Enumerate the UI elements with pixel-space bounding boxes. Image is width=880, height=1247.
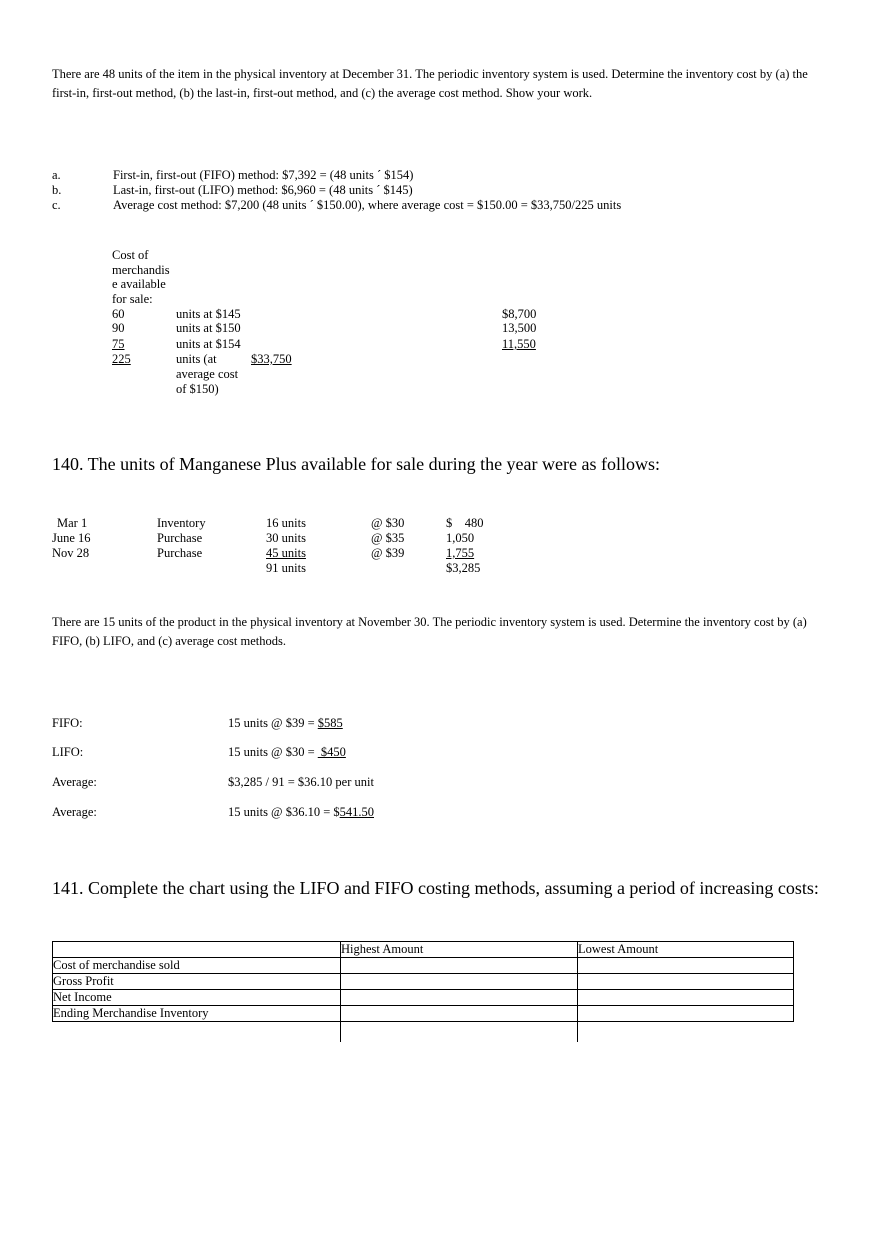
highest-amount-cell[interactable]: [341, 990, 578, 1006]
q140-type: Purchase: [157, 531, 203, 545]
q140-type: Inventory: [157, 516, 206, 530]
cost-row-units: 60: [112, 307, 125, 321]
cost-label-line: Cost of: [112, 248, 149, 262]
q140-total-units: 91 units: [266, 561, 306, 575]
lowest-amount-cell[interactable]: [578, 1006, 794, 1022]
row-label: Net Income: [53, 990, 341, 1006]
table-tail-row: [53, 1022, 794, 1043]
table-header-cell: [53, 942, 341, 958]
row-label: Ending Merchandise Inventory: [53, 1006, 341, 1022]
q140-answer-label: Average:: [52, 805, 97, 819]
q140-answer-label: LIFO:: [52, 745, 84, 759]
q140-price: @ $35: [371, 531, 405, 545]
answer-letter: c.: [52, 198, 61, 212]
cost-row-desc: units at $154: [176, 337, 241, 351]
q140-heading: 140. The units of Manganese Plus available for sale during the year were as follows:: [52, 454, 661, 474]
answer-letter: b.: [52, 183, 62, 197]
tail-cell: [53, 1022, 341, 1043]
q140-units: 45 units: [266, 546, 306, 560]
answer-letter: a.: [52, 168, 61, 182]
cost-total-desc: average cost: [176, 367, 239, 381]
cost-label-line: for sale:: [112, 292, 153, 306]
q140-price: @ $30: [371, 516, 405, 530]
q140-answer-calc: [228, 775, 374, 790]
cost-row-desc: units at $150: [176, 321, 241, 335]
q140-date: June 16: [52, 531, 91, 545]
cost-total-desc: of $150): [176, 382, 219, 396]
calc-result: $585: [317, 716, 343, 730]
q140-total: $ 480: [446, 516, 484, 530]
q140-price: @ $39: [371, 546, 405, 560]
row-label: Gross Profit: [53, 974, 341, 990]
answer-text: First-in, first-out (FIFO) method: $7,392 = (48 units ´ $154): [113, 168, 414, 182]
q140-date: Mar 1: [57, 516, 88, 530]
row-label: Cost of merchandise sold: [53, 958, 341, 974]
q140-units: 16 units: [266, 516, 306, 530]
tail-cell: [341, 1022, 578, 1043]
lowest-amount-cell[interactable]: [578, 990, 794, 1006]
q140-total: 1,050: [446, 531, 475, 545]
cost-row-amount: 11,550: [502, 337, 536, 351]
table-row: [53, 958, 794, 974]
highest-amount-cell[interactable]: [341, 974, 578, 990]
q140-units: 30 units: [266, 531, 306, 545]
q140-answer-calc: [228, 716, 343, 731]
answer-text: Average cost method: $7,200 (48 units ´ $150.00), where average cost = $150.00 = $33,750/225 units: [113, 198, 622, 212]
highest-amount-cell[interactable]: [341, 958, 578, 974]
lowest-amount-cell[interactable]: [578, 958, 794, 974]
table-row: [53, 990, 794, 1006]
calc-text: 15 units @ $39 =: [228, 716, 318, 730]
cost-total-units: 225: [112, 352, 131, 366]
q140-answer-label: FIFO:: [52, 716, 83, 730]
intro-paragraph: There are 48 units of the item in the physical inventory at December 31. The periodic inventory system is used. Determine the inventory cost by (a) the first-in, first-out method, (b) the last-in, first-out method, and (c) the average cost method. Show your work.: [52, 67, 808, 100]
cost-total-amount: $33,750: [251, 352, 292, 366]
cost-total-desc: units (at: [176, 352, 217, 366]
q140-answer-label: Average:: [52, 775, 97, 789]
cost-row-amount: $8,700: [502, 307, 537, 321]
calc-text: 15 units @ $30 =: [228, 745, 318, 759]
cost-row-units: 90: [112, 321, 125, 335]
tail-cell: [578, 1022, 794, 1043]
calc-result: 541.50: [339, 805, 374, 819]
calc-result: $450: [317, 745, 346, 759]
calc-text: 15 units @ $36.10 = $: [228, 805, 340, 819]
cost-row-desc: units at $145: [176, 307, 241, 321]
cost-row-amount: 13,500: [502, 321, 537, 335]
highest-amount-cell[interactable]: [341, 1006, 578, 1022]
answer-text: Last-in, first-out (LIFO) method: $6,960 = (48 units ´ $145): [113, 183, 413, 197]
q141-chart-table: [52, 941, 794, 1042]
cost-label-line: merchandis: [112, 263, 170, 277]
q140-answer-calc: [228, 805, 374, 820]
table-row: [53, 974, 794, 990]
table-row: [53, 1006, 794, 1022]
q140-total: 1,755: [446, 546, 475, 560]
q140-answer-calc: [228, 745, 346, 760]
cost-row-units: 75: [112, 337, 125, 351]
table-header-row: [53, 942, 794, 958]
q141-heading: 141. Complete the chart using the LIFO and FIFO costing methods, assuming a period of increasing costs:: [52, 878, 819, 898]
table-header-cell: Highest Amount: [341, 942, 578, 958]
cost-label-line: e available: [112, 277, 166, 291]
q140-type: Purchase: [157, 546, 203, 560]
calc-text: $3,285 / 91 = $36.10 per unit: [228, 775, 374, 789]
q140-question: There are 15 units of the product in the physical inventory at November 30. The periodic inventory system is used. Determine the inventory cost by (a) FIFO, (b) LIFO, and (c) average cost methods.: [52, 615, 807, 648]
lowest-amount-cell[interactable]: [578, 974, 794, 990]
q140-total-amount: $3,285: [446, 561, 481, 575]
q140-date: Nov 28: [52, 546, 90, 560]
table-header-cell: Lowest Amount: [578, 942, 794, 958]
